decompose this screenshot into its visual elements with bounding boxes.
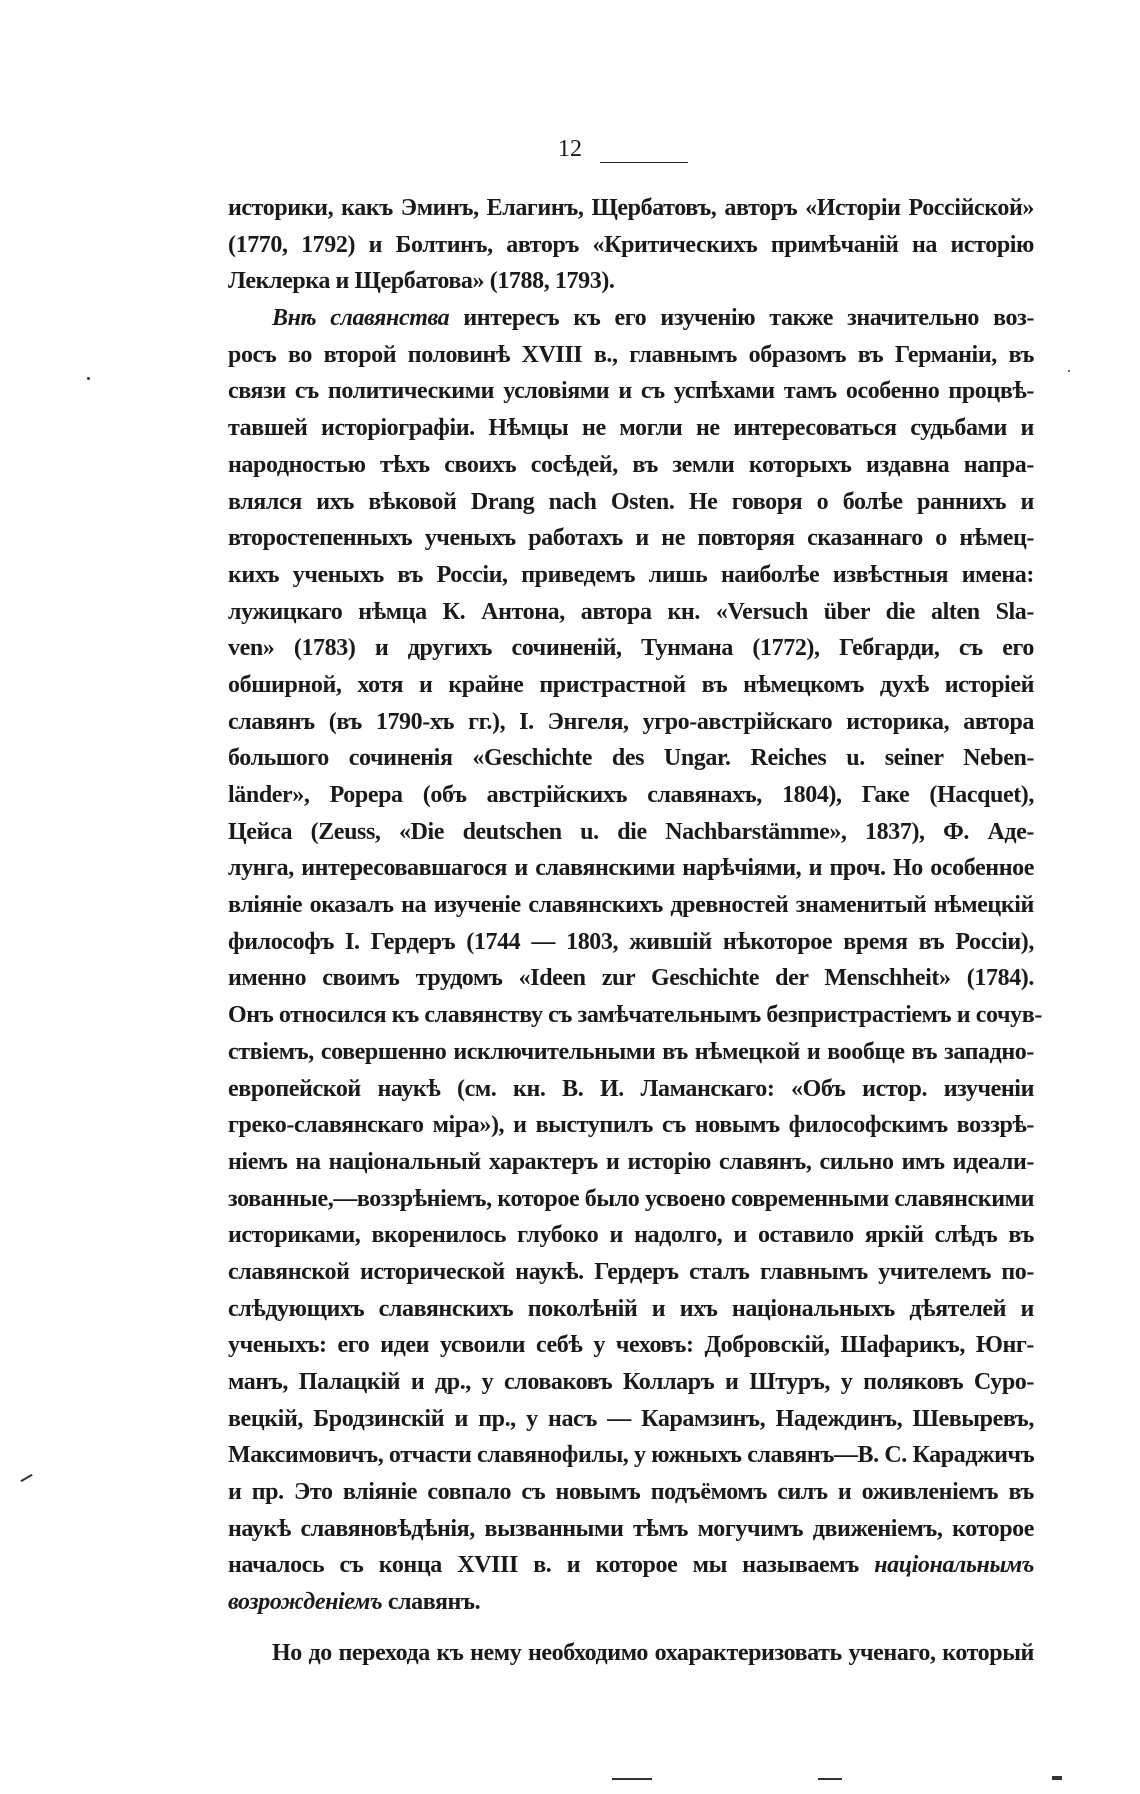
paragraph-start-line: Но до перехода къ нему необходимо охарактеризовать ученаго, который [272, 1639, 1034, 1666]
text-line: (1770, 1792) и Болтинъ, авторъ «Критическихъ примѣчаній на исторію [228, 231, 1034, 258]
page-number-rule [600, 162, 688, 163]
text-line: историки, какъ Эминъ, Елагинъ, Щербатовъ, авторъ «Исторіи Россійской» [228, 195, 1034, 221]
text-line: народностью тѣхъ своихъ сосѣдей, въ земли которыхъ издавна напра- [228, 451, 1034, 478]
text-line: славянской исторической наукѣ. Гердеръ сталъ главнымъ учителемъ по- [228, 1258, 1034, 1285]
scan-mark [1052, 1776, 1062, 1780]
scan-mark [818, 1778, 842, 1780]
text-line: ученыхъ: его идеи усвоили себѣ у чеховъ: Добровскій, Шафарикъ, Юнг- [228, 1332, 1034, 1359]
text-line: и пр. Это вліяніе совпало съ новымъ подъёмомъ силъ и оживленіемъ въ [228, 1479, 1034, 1506]
text-line: обширной, хотя и крайне пристрастной въ нѣмецкомъ духѣ исторіей [228, 671, 1034, 698]
text-line: тавшей исторіографіи. Нѣмцы не могли не интересоваться судьбами и [228, 415, 1034, 442]
text-line: зованные,—воззрѣніемъ, которое было усвоено современными славянскими [228, 1185, 1035, 1212]
text-line: ніемъ на національный характеръ и исторію славянъ, сильно имъ идеали- [228, 1148, 1034, 1175]
text-line: росъ во второй половинѣ XVIII в., главнымъ образомъ въ Германіи, въ [228, 341, 1034, 368]
paragraph-start-line: Внѣ славянства интересъ къ его изученію также значительно воз- [272, 305, 1034, 332]
text-line: связи съ политическими условіями и съ успѣхами тамъ особенно процвѣ- [228, 378, 1034, 405]
scan-mark [20, 1474, 32, 1482]
text-line: манъ, Палацкій и др., у словаковъ Колларъ и Штуръ, у поляковъ Суро- [228, 1369, 1034, 1395]
text-line: возрожденіемъ славянъ. [228, 1589, 481, 1616]
text-line: греко-славянскаго міра»), и выступилъ съ новымъ философскимъ воззрѣ- [228, 1112, 1034, 1139]
scan-speck [1068, 370, 1070, 372]
text-line: большого сочиненія «Geschichte des Ungar. Reiches u. seiner Neben- [228, 745, 1034, 772]
text-line: лужицкаго нѣмца К. Антона, автора кн. «Versuch über die alten Sla- [228, 598, 1034, 625]
text-line: вецкій, Бродзинскій и пр., у насъ — Карамзинъ, Надеждинъ, Шевыревъ, [228, 1405, 1034, 1432]
text-line: философъ І. Гердеръ (1744 — 1803, жившій нѣкоторое время въ Россіи), [228, 928, 1034, 955]
scan-speck [87, 377, 90, 380]
text-line: лунга, интересовавшагося и славянскими нарѣчіями, и проч. Но особенное [228, 855, 1034, 882]
text-line: началось съ конца XVIII в. и которое мы называемъ національнымъ [228, 1552, 1034, 1579]
text-line: слѣдующихъ славянскихъ поколѣній и ихъ національныхъ дѣятелей и [228, 1295, 1034, 1322]
body-text [228, 190, 1042, 1672]
italic-phrase: возрожденіемъ [228, 1589, 383, 1616]
text-line: влялся ихъ вѣковой Drang nach Osten. Не говоря о болѣе раннихъ и [228, 488, 1034, 515]
text-line: именно своимъ трудомъ «Ideen zur Geschichte der Menschheit» (1784). [228, 965, 1034, 992]
text-line: ven» (1783) и другихъ сочиненій, Тунмана (1772), Гебгарди, съ его [228, 635, 1034, 662]
text-line: славянъ (въ 1790-хъ гг.), І. Энгеля, угро-австрійскаго историка, автора [228, 708, 1034, 735]
scan-mark [612, 1778, 652, 1780]
text-line: второстепенныхъ ученыхъ работахъ и не повторяя сказаннаго о нѣмец- [228, 525, 1034, 552]
text-line: Онъ относился къ славянству съ замѣчательнымъ безпристрастіемъ и сочув- [228, 1002, 1042, 1029]
italic-phrase: Внѣ славянства [272, 305, 450, 332]
text-line: наукѣ славяновѣдѣнія, вызванными тѣмъ могучимъ движеніемъ, которое [228, 1515, 1034, 1542]
page-number: 12 [558, 136, 582, 162]
text-line: länder», Рорера (объ австрійскихъ славянахъ, 1804), Гаке (Hacquet), [228, 782, 1034, 808]
text-line: Цейса (Zeuss, «Die deutschen u. die Nachbarstämme», 1837), Ф. Аде- [228, 818, 1034, 845]
text-line: вліяніе оказалъ на изученіе славянскихъ древностей знаменитый нѣмецкій [228, 892, 1034, 919]
text-line: историками, вкоренилось глубоко и надолго, и оставило яркій слѣдъ въ [228, 1222, 1034, 1249]
text-line: европейской наукѣ (см. кн. В. И. Ламанскаго: «Объ истор. изученіи [228, 1075, 1034, 1102]
text-line: кихъ ученыхъ въ Россіи, приведемъ лишь наиболѣе извѣстныя имена: [228, 561, 1034, 588]
text-line: Максимовичъ, отчасти славянофилы, у южныхъ славянъ—В. С. Караджичъ [228, 1442, 1035, 1469]
text-line: ствіемъ, совершенно исключительными въ нѣмецкой и вообще въ западно- [228, 1038, 1034, 1065]
italic-phrase: національнымъ [874, 1552, 1034, 1579]
text-line: Леклерка и Щербатова» (1788, 1793). [228, 268, 615, 295]
